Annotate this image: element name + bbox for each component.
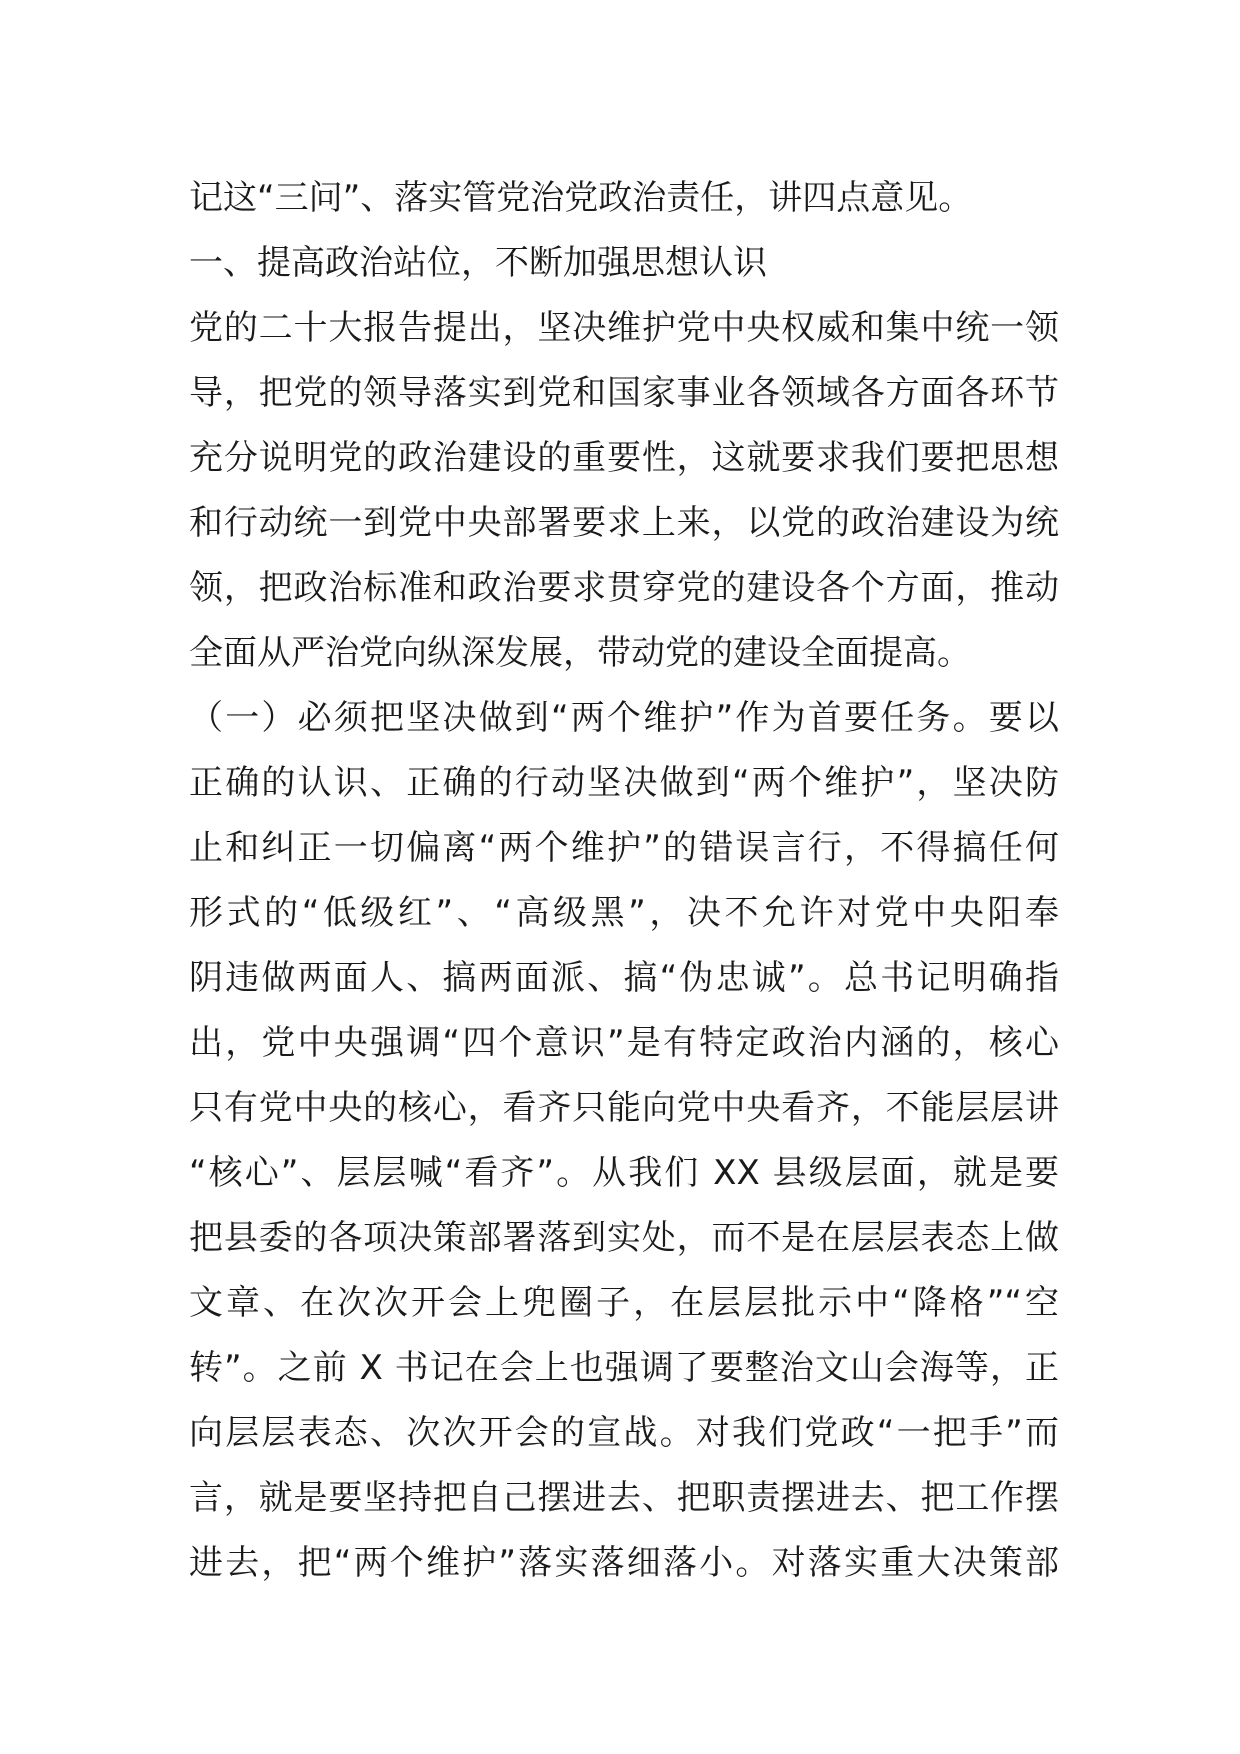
- text-line-8: 全面从严治党向纵深发展，带动党的建设全面提高。: [189, 633, 971, 673]
- text-line-17: 把县委的各项决策部署落到实处，而不是在层层表态上做: [189, 1218, 1059, 1258]
- text-line-18: 文章、在次次开会上兜圈子，在层层批示中“降格”“空: [189, 1283, 1059, 1323]
- text-line-3: 党的二十大报告提出，坚决维护党中央权威和集中统一领: [189, 308, 1059, 348]
- text-line-13: 阴违做两面人、搞两面派、搞“伪忠诚”。总书记明确指: [189, 958, 1059, 998]
- text-line-14: 出，党中央强调“四个意识”是有特定政治内涵的，核心: [189, 1023, 1059, 1063]
- text-line-10: 正确的认识、正确的行动坚决做到“两个维护”，坚决防: [189, 763, 1059, 803]
- text-line-7: 领，把政治标准和政治要求贯穿党的建设各个方面，推动: [189, 568, 1059, 608]
- text-line-5: 充分说明党的政治建设的重要性，这就要求我们要把思想: [189, 438, 1059, 478]
- text-line-16: “核心”、层层喊“看齐”。从我们 XX 县级层面，就是要: [189, 1153, 1059, 1193]
- text-line-22: 进去，把“两个维护”落实落细落小。对落实重大决策部: [189, 1543, 1059, 1583]
- section-heading: 一、提高政治站位，不断加强思想认识: [189, 243, 767, 283]
- text-line-12: 形式的“低级红”、“高级黑”，决不允许对党中央阳奉: [189, 893, 1059, 933]
- text-line-6: 和行动统一到党中央部署要求上来，以党的政治建设为统: [189, 503, 1059, 543]
- text-line-4: 导，把党的领导落实到党和国家事业各领域各方面各环节: [189, 373, 1059, 413]
- subsection-line-1: （一）必须把坚决做到“两个维护”作为首要任务。要以: [189, 698, 1059, 738]
- text-line-21: 言，就是要坚持把自己摆进去、把职责摆进去、把工作摆: [189, 1478, 1059, 1518]
- text-line-11: 止和纠正一切偏离“两个维护”的错误言行，不得搞任何: [189, 828, 1059, 868]
- text-line-20: 向层层表态、次次开会的宣战。对我们党政“一把手”而: [189, 1413, 1059, 1453]
- text-line-15: 只有党中央的核心，看齐只能向党中央看齐，不能层层讲: [189, 1088, 1059, 1128]
- text-line-1: 记这“三问”、落实管党治党政治责任，讲四点意见。: [189, 178, 973, 218]
- text-line-19: 转”。之前 X 书记在会上也强调了要整治文山会海等，正: [189, 1348, 1059, 1388]
- document-body: [189, 166, 1059, 1596]
